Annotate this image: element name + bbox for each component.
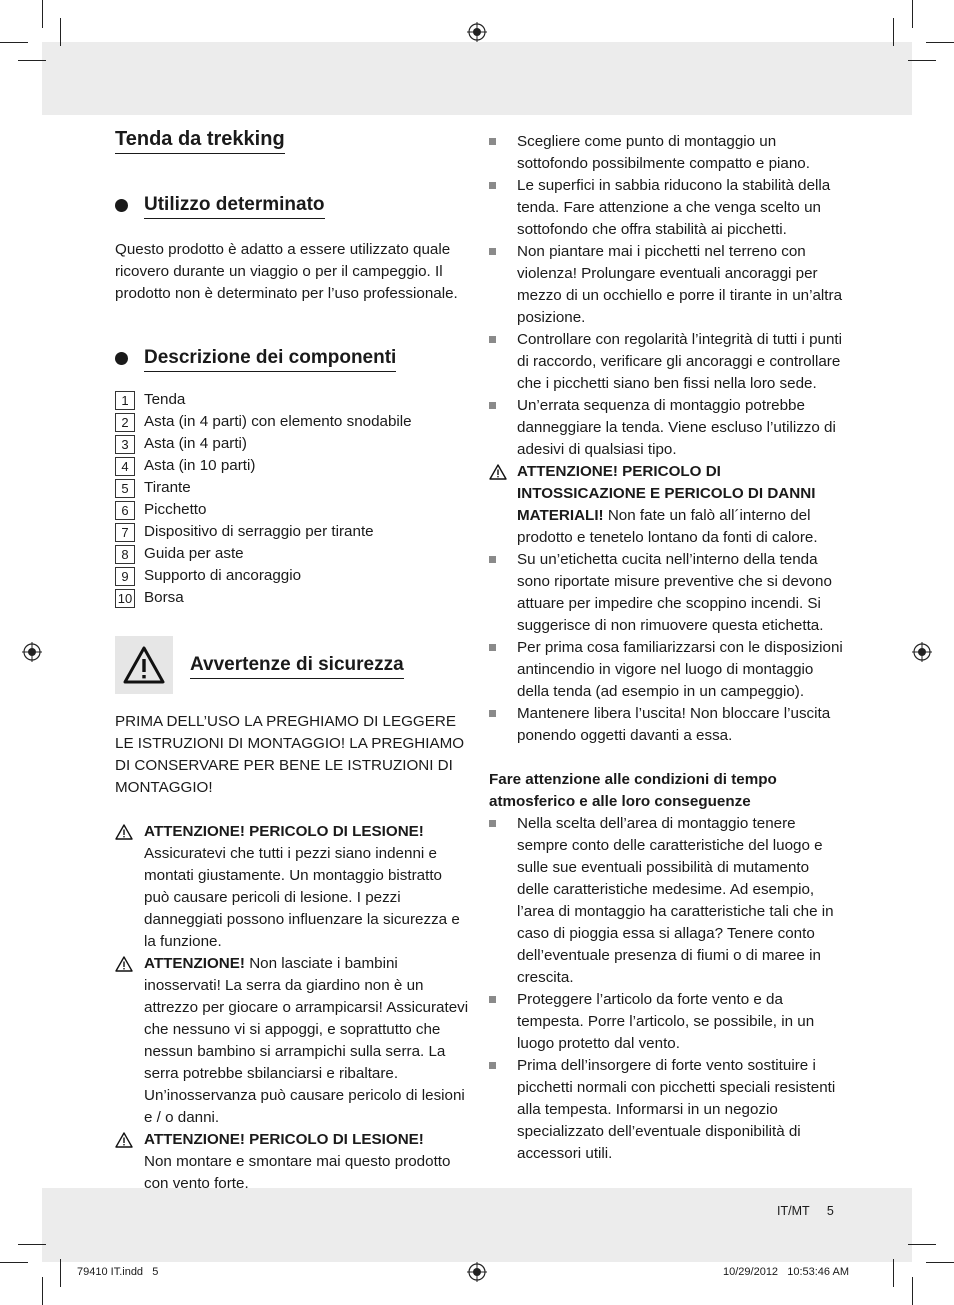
list-item	[489, 241, 844, 329]
warning-triangle-icon	[115, 956, 133, 972]
bullet-icon	[115, 352, 128, 365]
part-label: Tenda	[144, 391, 186, 408]
list-item	[489, 703, 844, 747]
slug-date: 10/29/2012 10:53:46 AM	[723, 1266, 849, 1278]
warning-item	[489, 461, 844, 549]
square-bullet-icon	[489, 820, 496, 827]
part-label: Borsa	[144, 589, 184, 606]
warning-label: ATTENZIONE! PERICOLO DI INTOSSICAZIONE E PERICOLO DI DANNI MATERIALI!	[517, 463, 816, 524]
part-number: 2	[115, 413, 135, 432]
warning-box	[115, 636, 173, 694]
warning-text: Non montare e smontare mai questo prodotto con vento forte.	[144, 1153, 451, 1192]
list-item	[489, 131, 844, 175]
list-item	[489, 549, 844, 637]
square-bullet-icon	[489, 182, 496, 189]
square-bullet-icon	[489, 996, 496, 1003]
crop-mark	[912, 1277, 913, 1305]
crop-mark	[42, 0, 43, 28]
weather-title: Fare attenzione alle condizioni di tempo atmosferico e alle loro conseguenze	[489, 771, 777, 810]
parts-heading	[115, 345, 470, 372]
warning-label: ATTENZIONE! PERICOLO DI LESIONE!	[144, 823, 424, 840]
list-item	[115, 587, 470, 609]
square-bullet-icon	[489, 248, 496, 255]
crop-mark	[893, 18, 894, 46]
crop-mark	[908, 1244, 936, 1245]
footer-band	[42, 1188, 912, 1262]
list-item	[115, 499, 470, 521]
warning-label: ATTENZIONE! PERICOLO DI LESIONE!	[144, 1131, 424, 1148]
safety-intro: PRIMA DELL’USO LA PREGHIAMO DI LEGGERE LE ISTRUZIONI DI MONTAGGIO! LA PREGHIAMO DI CONSERVARE PER BENE LE ISTRUZIONI DI MONTAGGIO!	[115, 713, 465, 796]
list-item-text: Controllare con regolarità l’integrità di tutti i punti di raccordo, verificare gli ancoraggi e controllare che i picchetti siano ben fissi nella loro sede.	[517, 331, 843, 392]
part-label: Tirante	[144, 479, 191, 496]
part-label: Asta (in 4 parti)	[144, 435, 247, 452]
square-bullet-icon	[489, 336, 496, 343]
crop-mark	[60, 18, 61, 46]
weather-list	[489, 813, 844, 1165]
language-code: IT/MT	[777, 1204, 810, 1218]
intended-use-title: Utilizzo determinato	[144, 192, 325, 219]
list-item-text: Nella scelta dell’area di montaggio tenere sempre conto delle caratteristiche del luogo e sulle sue eventuali possibilità di mutamento delle caratteristiche medesime. Ad esempio, l’area di montaggio ha caratteristiche tali che in caso di pioggia essa si allaga? Tenere conto dell’eventuale presenza di fiumi o di maree in crescita.	[517, 815, 834, 986]
part-number: 3	[115, 435, 135, 454]
crop-mark	[926, 42, 954, 43]
warning-item	[115, 1129, 470, 1195]
list-item	[115, 433, 470, 455]
warning-text: Assicuratevi che tutti i pezzi siano indenni e montati giustamente. Un montaggio bistratto può causare pericoli di lesione. I pezzi danneggiati possono influenzare la sicurezza e la funzione.	[144, 845, 460, 950]
warning-triangle-icon	[489, 464, 507, 480]
square-bullet-icon	[489, 138, 496, 145]
weather-heading	[489, 769, 844, 813]
bullet-icon	[115, 199, 128, 212]
left-column	[115, 126, 470, 1195]
part-number: 8	[115, 545, 135, 564]
part-label: Picchetto	[144, 501, 207, 518]
square-bullet-icon	[489, 556, 496, 563]
crop-mark	[60, 1259, 61, 1287]
parts-list	[115, 389, 470, 609]
list-item	[115, 411, 470, 433]
right-column	[489, 131, 844, 1165]
part-number: 7	[115, 523, 135, 542]
list-item-text: Per prima cosa familiarizzarsi con le disposizioni antincendio in vigore nel luogo di montaggio della tenda (ad esempio in un campeggio).	[517, 639, 843, 700]
header-band	[42, 42, 912, 115]
part-number: 10	[115, 589, 135, 608]
square-bullet-icon	[489, 644, 496, 651]
intended-use-text: Questo prodotto è adatto a essere utilizzato quale ricovero durante un viaggio o per il campeggio. Il prodotto non è determinato per l’uso professionale.	[115, 241, 458, 302]
list-item	[489, 637, 844, 703]
part-number: 5	[115, 479, 135, 498]
registration-mark-icon	[467, 22, 487, 42]
part-number: 6	[115, 501, 135, 520]
list-item	[489, 989, 844, 1055]
list-item	[489, 395, 844, 461]
montage-list	[489, 131, 844, 461]
registration-mark-icon	[22, 642, 42, 662]
parts-title: Descrizione dei componenti	[144, 345, 396, 372]
intended-use-heading	[115, 192, 470, 219]
list-item	[489, 329, 844, 395]
crop-mark	[893, 1259, 894, 1287]
warning-item	[115, 953, 470, 1129]
list-item	[115, 455, 470, 477]
list-item	[115, 477, 470, 499]
part-label: Asta (in 4 parti) con elemento snodabile	[144, 413, 412, 430]
warning-triangle-icon	[122, 645, 166, 685]
square-bullet-icon	[489, 710, 496, 717]
registration-mark-icon	[912, 642, 932, 662]
list-item-text: Scegliere come punto di montaggio un sottofondo possibilmente compatto e piano.	[517, 133, 810, 172]
part-number: 9	[115, 567, 135, 586]
safety-heading	[115, 636, 470, 694]
part-label: Dispositivo di serraggio per tirante	[144, 523, 374, 540]
crop-mark	[18, 60, 46, 61]
warning-text: Non fate un falò all´interno del prodotto e tenetelo lontano da fonti di calore.	[517, 507, 818, 546]
crop-mark	[0, 42, 28, 43]
warning-triangle-icon	[115, 824, 133, 840]
list-item-text: Proteggere l’articolo da forte vento e da tempesta. Porre l’articolo, se possibile, in un luogo protetto dal vento.	[517, 991, 815, 1052]
warning-triangle-icon	[115, 1132, 133, 1148]
fire-list	[489, 549, 844, 747]
list-item	[115, 565, 470, 587]
list-item-text: Mantenere libera l’uscita! Non bloccare l’uscita ponendo oggetti davanti a essa.	[517, 705, 831, 744]
list-item	[489, 175, 844, 241]
crop-mark	[926, 1262, 954, 1263]
square-bullet-icon	[489, 1062, 496, 1069]
part-label: Guida per aste	[144, 545, 244, 562]
warning-text: Non lasciate i bambini inosservati! La serra da giardino non è un attrezzo per giocare o arrampicarsi! Assicuratevi che nessuno vi si appoggi, e soprattutto che nessun bambino si arrampichi sulla serra. La serra potrebbe sbilanciarsi e ribaltare. Un’inosservanza può causare pericolo di lesioni e / o danni.	[144, 955, 469, 1126]
page-number: 5	[826, 1204, 834, 1218]
safety-title: Avvertenze di sicurezza	[190, 652, 404, 679]
part-label: Supporto di ancoraggio	[144, 567, 302, 584]
warning-item	[115, 821, 470, 953]
list-item-text: Prima dell’insorgere di forte vento sostituire i picchetti normali con picchetti speciali resistenti alla tempesta. Informarsi in un negozio specializzato dell’eventuale disponibilità di accessori utili.	[517, 1057, 836, 1162]
page-title: Tenda da trekking	[115, 126, 285, 154]
crop-mark	[18, 1244, 46, 1245]
list-item	[115, 543, 470, 565]
list-item	[115, 521, 470, 543]
part-number: 1	[115, 391, 135, 410]
crop-mark	[908, 60, 936, 61]
part-number: 4	[115, 457, 135, 476]
crop-mark	[0, 1262, 28, 1263]
slug-file: 79410 IT.indd 5	[77, 1266, 159, 1278]
list-item-text: Un’errata sequenza di montaggio potrebbe danneggiare la tenda. Viene escluso l’utilizzo di adesivi di qualsiasi tipo.	[517, 397, 836, 458]
registration-mark-icon	[467, 1262, 487, 1282]
warning-label: ATTENZIONE!	[144, 955, 245, 972]
list-item-text: Le superfici in sabbia riducono la stabilità della tenda. Fare attenzione a che venga scelto un sottofondo che offra stabilità ai picchetti.	[517, 177, 831, 238]
list-item-text: Non piantare mai i picchetti nel terreno con violenza! Prolungare eventuali ancoraggi per mezzo di un occhiello e porre il tirante in un’altra posizione.	[517, 243, 843, 326]
list-item	[489, 1055, 844, 1165]
list-item	[489, 813, 844, 989]
square-bullet-icon	[489, 402, 496, 409]
crop-mark	[42, 1277, 43, 1305]
page-footer	[777, 1204, 834, 1218]
list-item-text: Su un’etichetta cucita nell’interno della tenda sono riportate misure preventive che si devono attuare per impedire che scoppino incendi. Si suggerisce di non rimuovere questa etichetta.	[517, 551, 832, 634]
crop-mark	[912, 0, 913, 28]
part-label: Asta (in 10 parti)	[144, 457, 256, 474]
list-item	[115, 389, 470, 411]
